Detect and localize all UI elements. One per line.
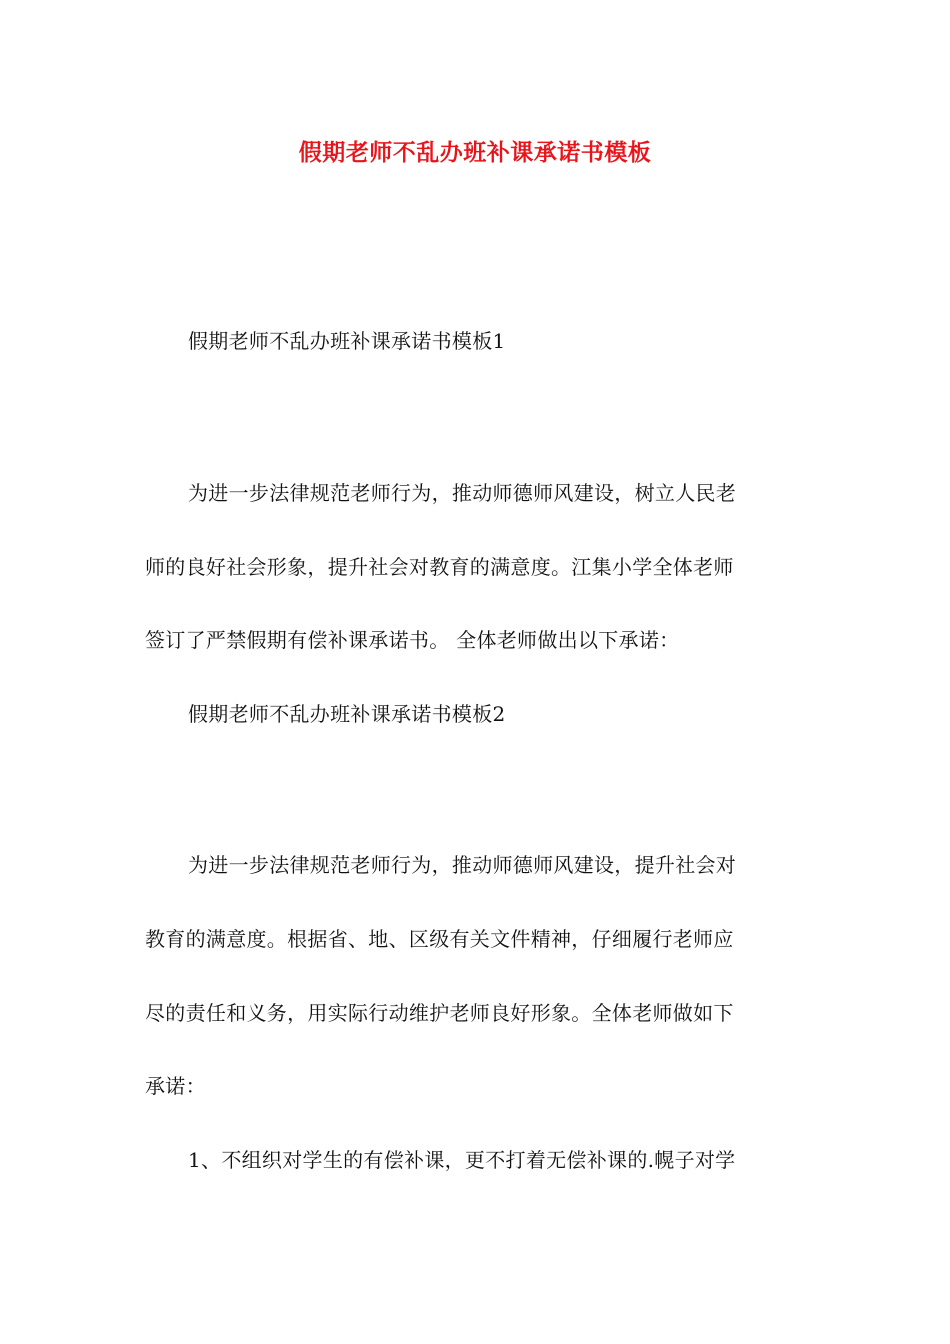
document-title: 假期老师不乱办班补课承诺书模板 bbox=[298, 139, 652, 166]
section2-paragraph-line: 为进一步法律规范老师行为，推动师德师风建设，提升社会对 bbox=[188, 853, 737, 877]
section1-paragraph-line: 为进一步法律规范老师行为，推动师德师风建设，树立人民老 bbox=[188, 481, 737, 505]
section2-paragraph-line: 承诺： bbox=[145, 1074, 206, 1098]
section1-paragraph-line: 签订了严禁假期有偿补课承诺书。 全体老师做出以下承诺： bbox=[145, 628, 680, 652]
section2-paragraph-line: 尽的责任和义务，用实际行动维护老师良好形象。全体老师做如下 bbox=[145, 1001, 734, 1025]
section1-heading: 假期老师不乱办班补课承诺书模板1 bbox=[188, 329, 506, 353]
section2-item-1: 1、不组织对学生的有偿补课，更不打着无偿补课的.幌子对学 bbox=[188, 1148, 736, 1172]
section1-paragraph-line: 师的良好社会形象，提升社会对教育的满意度。江集小学全体老师 bbox=[145, 555, 734, 579]
section2-heading: 假期老师不乱办班补课承诺书模板2 bbox=[188, 702, 506, 726]
section2-paragraph-line: 教育的满意度。根据省、地、区级有关文件精神，仔细履行老师应 bbox=[145, 927, 734, 951]
